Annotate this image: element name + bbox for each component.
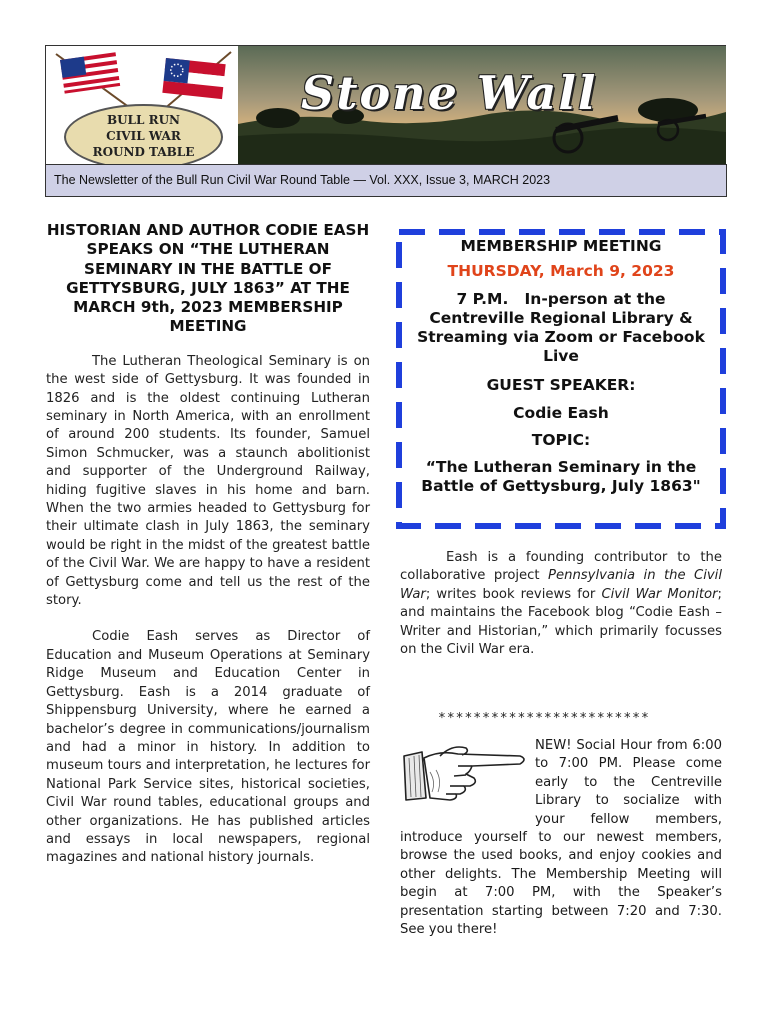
round-table-seal [64, 104, 223, 164]
newsletter-nameplate: Stone Wall [301, 66, 598, 120]
article-paragraph-2: Codie Eash serves as Director of Education and Museum Operations at Seminary Ridge Museum and Education Center in Gettysburg. Eash is a 2014 graduate of Shippensburg University, where he earned a bachelor’s degree in communications/journalism and had a minor in history. In addition to museum tours and interpretation, he lectures for National Park Service sites, historical societies, Civil War round tables, educational groups and other organizations. He has published articles and essays in local newspapers, regional magazines and national history journals. [46, 629, 370, 866]
section-divider: ************************ [438, 711, 650, 726]
magazine-title: Civil War Monitor [601, 586, 718, 602]
article-headline: HISTORIAN AND AUTHOR CODIE EASH SPEAKS ON “THE LUTHERAN SEMINARY IN THE BATTLE OF GETTYSBURG, JULY 1863” AT THE MARCH 9th, 2023 MEMBERSHIP MEETING [46, 221, 370, 336]
meeting-box [396, 229, 726, 529]
pointing-hand-icon [400, 742, 530, 808]
seal-line-3: ROUND TABLE [92, 145, 195, 159]
meeting-time-location: 7 P.M. In-person at the Centreville Regional Library & Streaming via Zoom or Facebook Live [417, 290, 711, 365]
bio-part-1: Eash is a founding contributor to the collaborative project [400, 550, 722, 584]
bio-continued [400, 549, 722, 659]
project-title: Pennsylvania in the Civil War [400, 568, 723, 602]
topic-title: “The Lutheran Seminary in the Battle of Gettysburg, July 1863" [421, 458, 701, 495]
meeting-title: MEMBERSHIP MEETING [460, 237, 662, 255]
article-paragraph-1: The Lutheran Theological Seminary is on the west side of Gettysburg. It was founded in 1826 and is the oldest continuing Lutheran seminary in North America, with an enrollment of around 200 students. Its founder, Samuel Simon Schmucker, was a staunch abolitionist and supporter of the Underground Railway, hiding fugitive slaves in his home and barn. When the two armies headed to Gettysburg for their ultimate clash in July 1863, the seminary would be right in the midst of the greatest battle of the Civil War. We are happy to have a resident of Gettysburg come and tell us the rest of the story. [46, 353, 370, 609]
bio-part-3: ; and maintains the Facebook blog “Codie Eash – Writer and Historian,” which primarily focusses on the Civil War era. [400, 586, 722, 658]
meeting-date: THURSDAY, March 9, 2023 [447, 262, 675, 280]
topic-label: TOPIC: [531, 431, 591, 449]
logo-area [46, 46, 238, 164]
social-hour-text: NEW! Social Hour from 6:00 to 7:00 PM. Please come early to the Centreville Library to socialize with your fellow members, introduce yourself to our newest members, browse the used books, and enjoy cookies and other delights. The Membership Meeting will begin at 7:00 PM, with the Speaker’s presentation starting between 7:20 and 7:30. See you there! [400, 738, 722, 938]
masthead [45, 45, 726, 164]
seal-line-2: CIVIL WAR [106, 129, 181, 143]
speaker-label: GUEST SPEAKER: [486, 376, 636, 394]
subtitle-bar [45, 164, 727, 197]
meeting-details [408, 235, 714, 496]
seal-line-1: BULL RUN [106, 113, 181, 127]
newsletter-subtitle: The Newsletter of the Bull Run Civil War Round Table — Vol. XXX, Issue 3, MARCH 2023 [54, 173, 551, 187]
bio-part-2: ; writes book reviews for [425, 586, 602, 602]
bio-paragraph [400, 549, 722, 659]
lead-article [46, 221, 370, 886]
speaker-name: Codie Eash [513, 404, 609, 422]
